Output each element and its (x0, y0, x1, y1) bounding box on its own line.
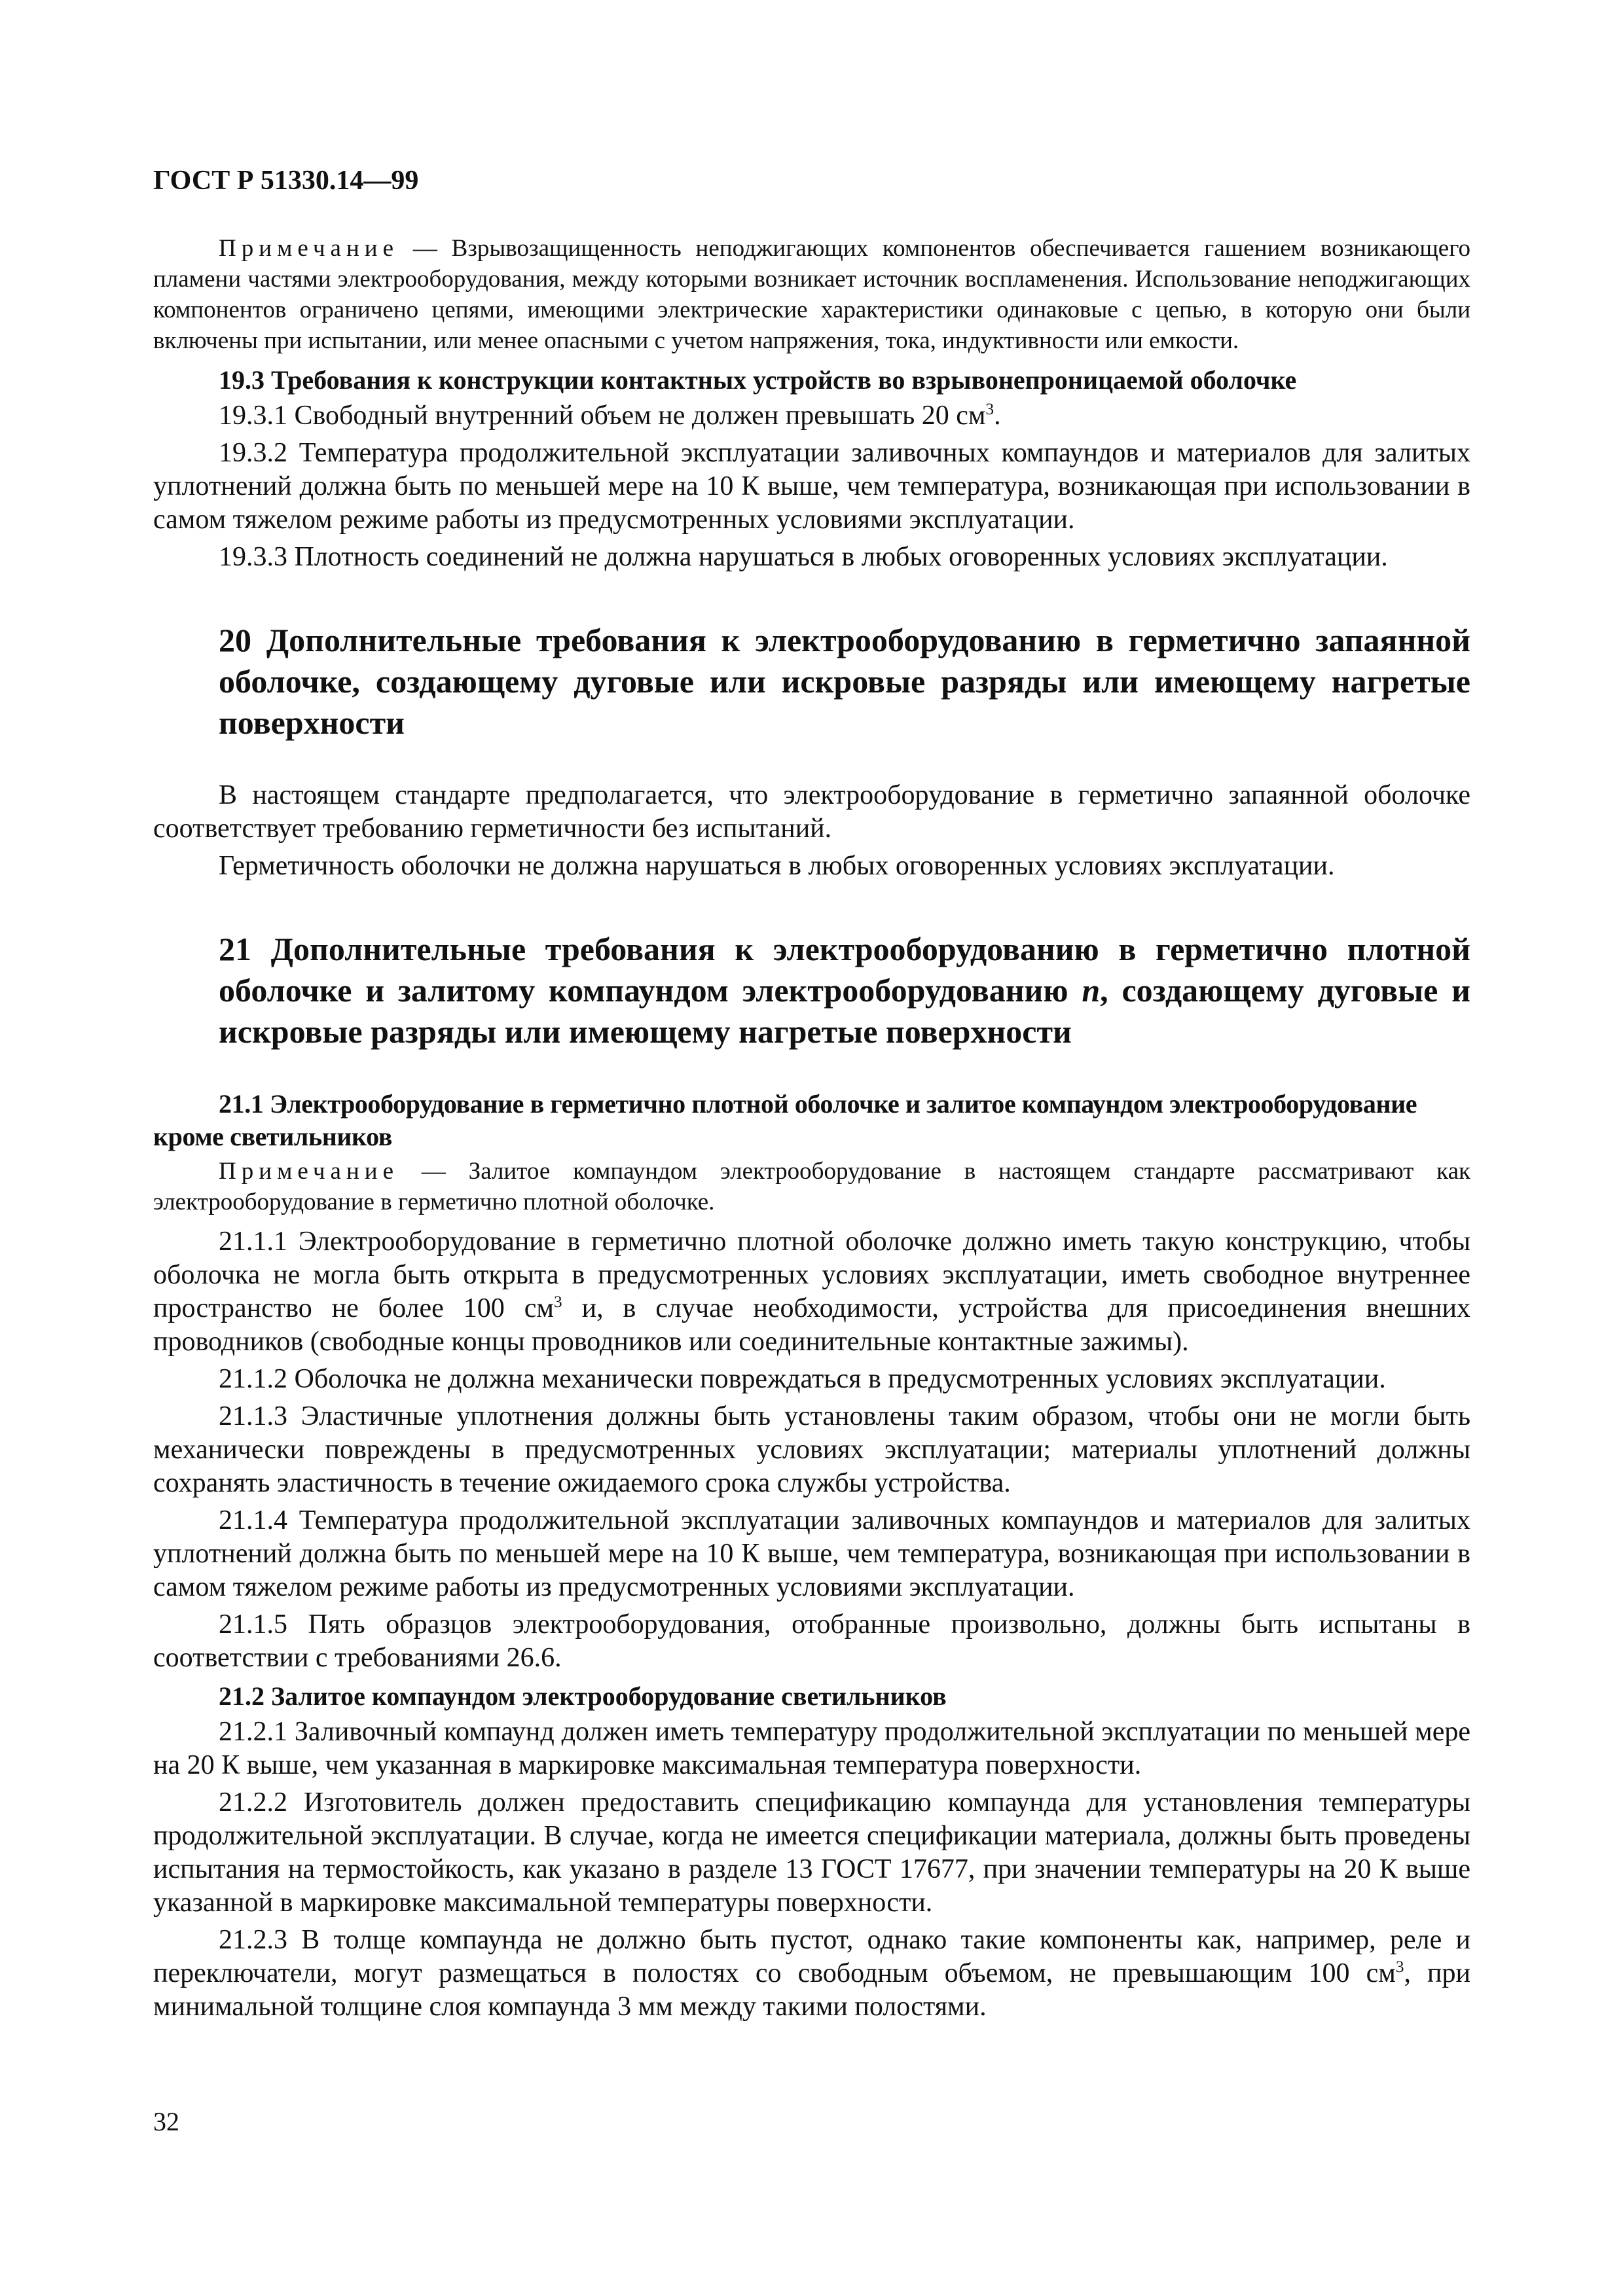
section-19-3-title: 19.3 Требования к конструкции контактных устройств во взрывонепроницаемой оболочке (219, 365, 1297, 395)
superscript: 3 (985, 401, 994, 418)
clause-21-1-5: 21.1.5 Пять образцов электрооборудования, отобранные произвольно, должны быть испытаны в соответствии с требованиями 26.6. (153, 1609, 1470, 1673)
superscript: 3 (1395, 1958, 1404, 1976)
clause-21-1-4: 21.1.4 Температура продолжительной эксплуатации заливочных компаундов и материалов для залитых уплотнений должна быть по меньшей мере на 10 К выше, чем температура, возникающая при использовании в самом тяжелом режиме работы из предусмотренных условиями эксплуатации. (153, 1505, 1470, 1602)
section-20-paragraph-2: Герметичность оболочки не должна нарушаться в любых оговоренных условиях эксплуатации. (219, 851, 1335, 881)
note-paragraph-1 (153, 233, 1470, 356)
page-number: 32 (153, 2107, 179, 2136)
document-code-header: ГОСТ Р 51330.14—99 (153, 166, 419, 196)
clause-text: 19.3.1 Свободный внутренний объем не должен превышать 20 см (219, 401, 986, 431)
clause-19-3-3: 19.3.3 Плотность соединений не должна нарушаться в любых оговоренных условиях эксплуатации. (219, 542, 1388, 572)
clause-text: и, в случае необходимости, устройства для присоединения внешних проводников (свободные концы проводников или соединительные контактные зажимы). (153, 1293, 1470, 1357)
document-body (153, 233, 1470, 2028)
clause-21-1-2: 21.1.2 Оболочка не должна механически повреждаться в предусмотренных условиях эксплуатации. (219, 1364, 1386, 1394)
heading-italic-n: n (1082, 972, 1101, 1009)
note-paragraph-2 (153, 1156, 1470, 1217)
note-text: — Залитое компаундом электрооборудование в настоящем стандарте рассматривают как электрооборудование в герметично плотной оболочке. (153, 1158, 1470, 1215)
section-21-1-title: 21.1 Электрооборудование в герметично плотной оболочке и залитое компаундом электрооборудование кроме светильников (153, 1089, 1417, 1151)
clause-19-3-1 (153, 399, 1470, 433)
clause-19-3-2: 19.3.2 Температура продолжительной эксплуатации заливочных компаундов и материалов для залитых уплотнений должна быть по меньшей мере на 10 К выше, чем температура, возникающая при использовании в самом тяжелом режиме работы из предусмотренных условиями эксплуатации. (153, 438, 1470, 535)
note-label: Примечание (219, 1158, 399, 1185)
note-label: Примечание (219, 235, 399, 262)
clause-text: , при минимальной толщине слоя компаунда 3 мм между такими полостями. (153, 1958, 1470, 2022)
clause-text: 21.2.3 В толще компаунда не должно быть пустот, однако такие компоненты как, например, реле и переключатели, могут размещаться в полостях со свободным объемом, не превышающим 100 см (153, 1925, 1470, 1988)
note-text: — Взрывозащищенность неподжигающих компонентов обеспечивается гашением возникающего пламени частями электрооборудования, между которыми возникает источник воспламенения. Использование неподжигающих компонентов ограничено цепями, имеющими электрические характеристики одинаковые с цепью, в которую они были включены при испытании, или менее опасными с учетом напряжения, тока, индуктивности или емкости. (153, 235, 1470, 354)
section-20-heading: 20 Дополнительные требования к электрооборудованию в герметично запаянной оболочке, создающему дуговые или искровые разряды или имеющему нагретые поверхности (219, 622, 1470, 741)
clause-21-2-2: 21.2.2 Изготовитель должен предоставить спецификацию компаунда для установления температуры продолжительной эксплуатации. В случае, когда не имеется спецификации материала, должны быть проведены испытания на термостойкость, как указано в разделе 13 ГОСТ 17677, при значении температуры на 20 К выше указанной в маркировке максимальной температуры поверхности. (153, 1787, 1470, 1918)
clause-text: . (994, 401, 1001, 431)
clause-21-2-3 (153, 1924, 1470, 2024)
section-20-paragraph-1: В настоящем стандарте предполагается, что электрооборудование в герметично запаянной оболочке соответствует требованию герметичности без испытаний. (153, 780, 1470, 844)
superscript: 3 (554, 1293, 562, 1311)
clause-21-1-3: 21.1.3 Эластичные уплотнения должны быть установлены таким образом, чтобы они не могли быть механически повреждены в предусмотренных условиях эксплуатации; материалы уплотнений должны сохранять эластичность в течение ожидаемого срока службы устройства. (153, 1401, 1470, 1498)
section-21-2-title: 21.2 Залитое компаундом электрооборудование светильников (219, 1681, 947, 1711)
clause-21-1-1 (153, 1225, 1470, 1359)
heading-text: 21 Дополнительные требования к электрооборудованию в герметично плотной оболочке и залитому компаундом электрооборудованию (219, 931, 1470, 1009)
clause-21-2-1: 21.2.1 Заливочный компаунд должен иметь температуру продолжительной эксплуатации по меньшей мере на 20 К выше, чем указанная в маркировке максимальная температура поверхности. (153, 1717, 1470, 1780)
heading-text: , создающему дуговые и искровые разряды или имеющему нагретые поверхности (219, 972, 1470, 1050)
clause-text: 21.1.1 Электрооборудование в герметично плотной оболочке должно иметь такую конструкцию, чтобы оболочка не могла быть открыта в предусмотренных условиях эксплуатации, иметь свободное внутреннее пространство не более 100 см (153, 1227, 1470, 1323)
section-21-heading (219, 929, 1470, 1052)
